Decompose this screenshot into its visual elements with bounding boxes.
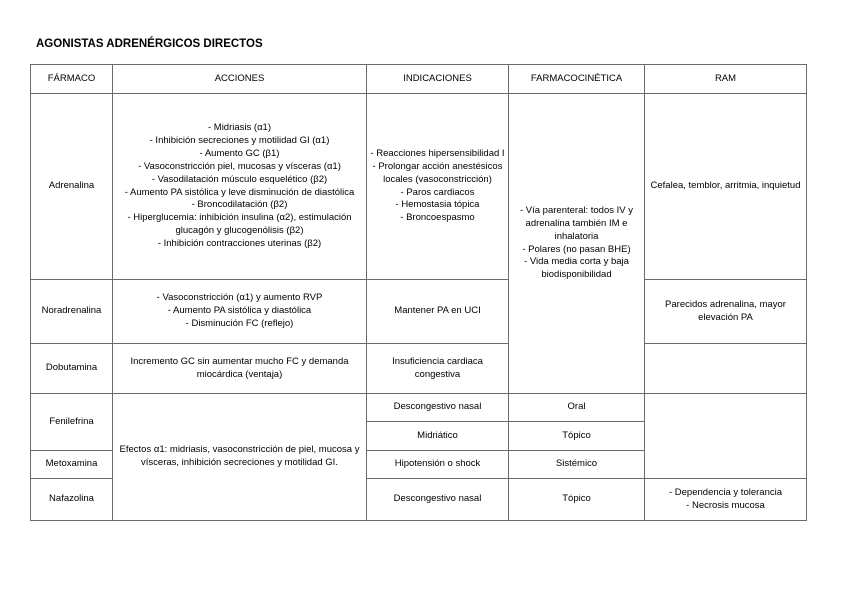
cell-indicaciones: Mantener PA en UCI xyxy=(367,280,509,344)
table-row-dobutamina xyxy=(31,344,807,394)
header-ram: RAM xyxy=(645,65,807,94)
table-row-adrenalina xyxy=(31,94,807,280)
cell-farmacocinetica: Sistémico xyxy=(509,451,645,479)
cell-farmacocinetica: Oral xyxy=(509,394,645,422)
cell-acciones: - Midriasis (α1) - Inhibición secreciones y motilidad GI (α1) - Aumento GC (β1) - Vasoconstricción piel, mucosas y vísceras (α1) - Vasodilatación músculo esquelético (β2) - Aumento PA sistólica y leve disminución de diastólica - Broncodilatación (β2) - Hiperglucemia: inhibición insulina (α2), estimulación glucagón y glucogenólisis (β2) - Inhibición contracciones uterinas (β2) xyxy=(113,94,367,280)
table-row-fenilefrina xyxy=(31,394,807,422)
cell-farmacocinetica: Tópico xyxy=(509,422,645,451)
cell-indicaciones: Hipotensión o shock xyxy=(367,451,509,479)
cell-acciones: - Vasoconstricción (α1) y aumento RVP - Aumento PA sistólica y diastólica - Disminución FC (reflejo) xyxy=(113,280,367,344)
cell-ram: - Dependencia y tolerancia - Necrosis mucosa xyxy=(645,479,807,521)
table-row-noradrenalina xyxy=(31,280,807,344)
header-farmacocinetica: FARMACOCINÉTICA xyxy=(509,65,645,94)
header-acciones: ACCIONES xyxy=(113,65,367,94)
cell-farmaco: Nafazolina xyxy=(31,479,113,521)
drug-table xyxy=(30,64,807,521)
cell-indicaciones: Descongestivo nasal xyxy=(367,394,509,422)
cell-indicaciones: - Reacciones hipersensibilidad I - Prolongar acción anestésicos locales (vasoconstricción) - Paros cardiacos - Hemostasia tópica - Broncoespasmo xyxy=(367,94,509,280)
cell-ram-empty xyxy=(645,394,807,479)
header-indicaciones: INDICACIONES xyxy=(367,65,509,94)
cell-farmacocinetica: Tópico xyxy=(509,479,645,521)
cell-ram-empty xyxy=(645,344,807,394)
cell-indicaciones: Midriático xyxy=(367,422,509,451)
cell-acciones: Incremento GC sin aumentar mucho FC y demanda miocárdica (ventaja) xyxy=(113,344,367,394)
cell-indicaciones: Insuficiencia cardiaca congestiva xyxy=(367,344,509,394)
cell-ram: Parecidos adrenalina, mayor elevación PA xyxy=(645,280,807,344)
cell-farmaco: Adrenalina xyxy=(31,94,113,280)
cell-farmaco: Dobutamina xyxy=(31,344,113,394)
document-title: AGONISTAS ADRENÉRGICOS DIRECTOS xyxy=(36,38,263,50)
cell-acciones-shared: Efectos α1: midriasis, vasoconstricción de piel, mucosa y vísceras, inhibición secreciones y motilidad GI. xyxy=(113,394,367,521)
header-farmaco: FÁRMACO xyxy=(31,65,113,94)
table-header-row xyxy=(31,65,807,94)
cell-ram: Cefalea, temblor, arritmia, inquietud xyxy=(645,94,807,280)
cell-farmaco: Metoxamina xyxy=(31,451,113,479)
cell-farmaco: Fenilefrina xyxy=(31,394,113,451)
cell-indicaciones: Descongestivo nasal xyxy=(367,479,509,521)
cell-farmacocinetica-shared: - Vía parenteral: todos IV y adrenalina también IM e inhalatoria - Polares (no pasan BHE) - Vida media corta y baja biodisponibilidad xyxy=(509,94,645,394)
cell-farmaco: Noradrenalina xyxy=(31,280,113,344)
